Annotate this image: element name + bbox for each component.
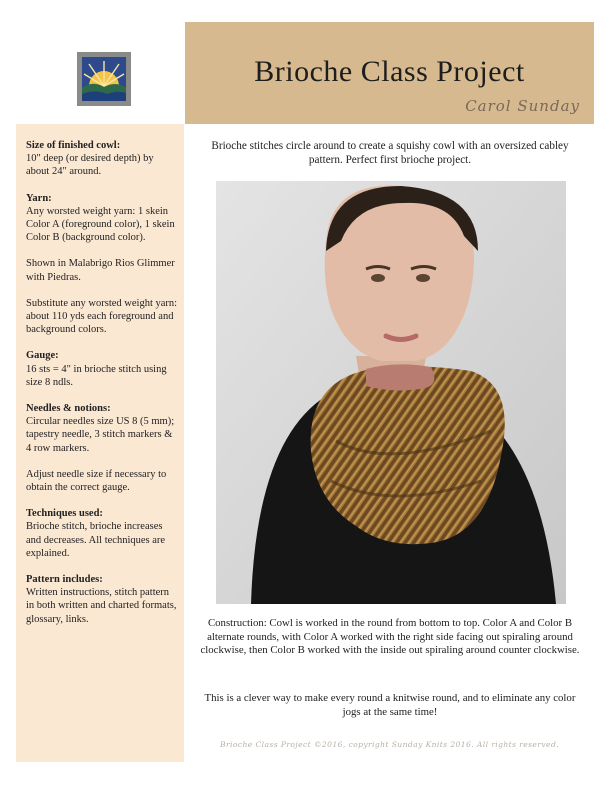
construction-text: Construction: Cowl is worked in the round from bottom to top. Color A and Color B alternate rounds, with Color A worked with the right side facing out spiraling around clockwise, then Color B worked with the inside out spiraling around counter clockwise. — [200, 617, 580, 657]
needles-section — [26, 402, 178, 494]
yarn-substitute-text: Substitute any worsted weight yarn: about 110 yds each foreground and background colors. — [26, 297, 178, 336]
pattern-text: Written instructions, stitch pattern in both written and charted formats, glossary, links. — [26, 587, 177, 625]
author-signature: Carol Sunday — [465, 97, 580, 115]
pattern-section — [26, 573, 178, 626]
yarn-shown-text: Shown in Malabrigo Rios Glimmer with Piedras. — [26, 258, 175, 283]
techniques-heading: Techniques used: — [26, 508, 103, 520]
techniques-text: Brioche stitch, brioche increases and decreases. All techniques are explained. — [26, 521, 166, 559]
gauge-text: 16 sts = 4" in brioche stitch using size 8 ndls. — [26, 363, 167, 388]
gauge-section — [26, 349, 178, 389]
copyright-footer: Brioche Class Project ©2016, copyright Sunday Knits 2016. All rights reserved. — [219, 740, 560, 749]
pattern-heading: Pattern includes: — [26, 574, 103, 586]
yarn-heading: Yarn: — [26, 192, 52, 204]
size-text: 10" deep (or desired depth) by about 24" around. — [26, 153, 154, 178]
size-heading: Size of finished cowl: — [26, 140, 121, 151]
intro-text: Brioche stitches circle around to create a squishy cowl with an oversized cabley pattern. Perfect first brioche project. — [211, 140, 569, 166]
sunrise-logo-icon — [77, 52, 131, 106]
yarn-section — [26, 192, 178, 337]
needles-adjust-text: Adjust needle size if necessary to obtain the correct gauge. — [26, 468, 167, 494]
clever-text: This is a clever way to make every round a knitwise round, and to eliminate any color jogs at the same time! — [204, 692, 576, 718]
cowl-photo — [216, 181, 566, 604]
techniques-section — [26, 507, 178, 560]
page-title: Brioche Class Project — [254, 55, 525, 88]
needles-heading: Needles & notions: — [26, 403, 111, 415]
gauge-heading: Gauge: — [26, 350, 59, 362]
needles-text: Circular needles size US 8 (5 mm); tapestry needle, 3 stitch markers & 4 row markers. — [26, 416, 175, 454]
yarn-text: Any worsted weight yarn: 1 skein Color A (foreground color), 1 skein Color B (background color). — [26, 205, 175, 244]
project-details — [26, 139, 178, 639]
size-section — [26, 139, 178, 179]
